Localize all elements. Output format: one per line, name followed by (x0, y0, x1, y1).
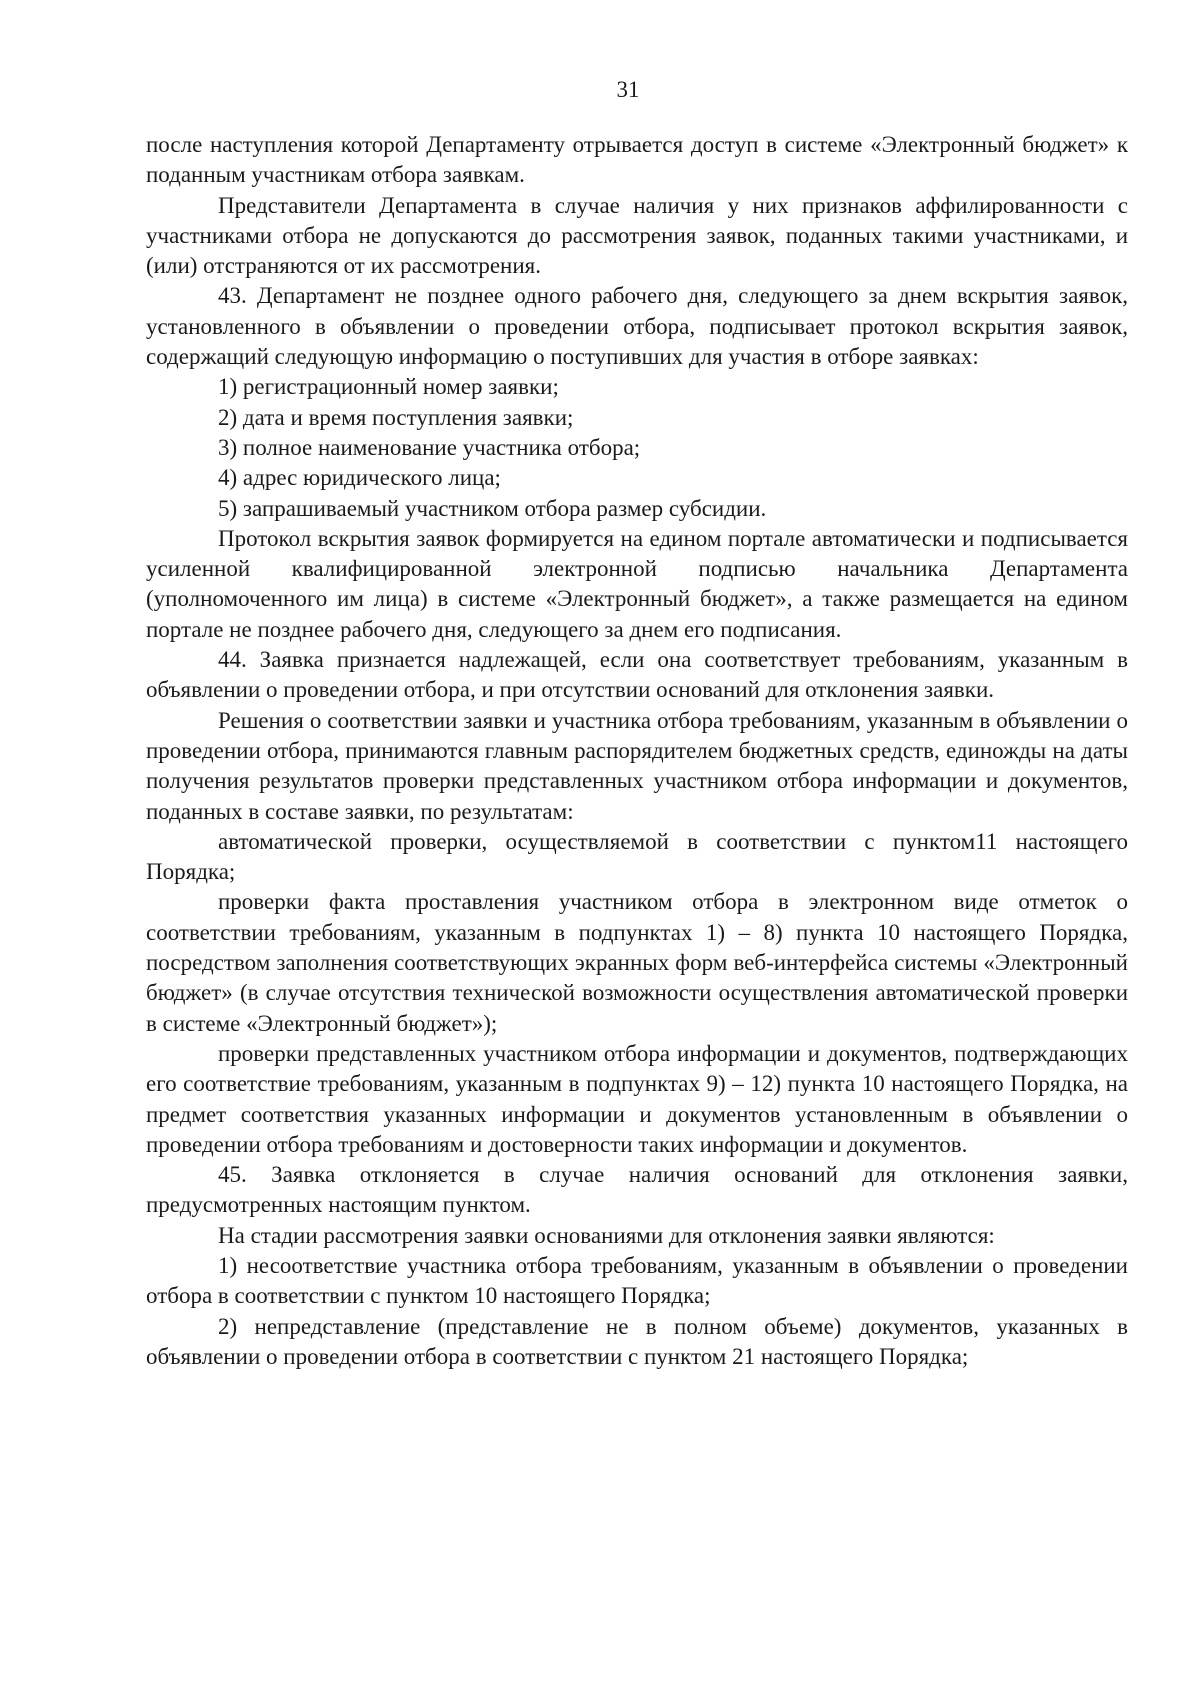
paragraph-clause-44: 44. Заявка признается надлежащей, если она соответствует требованиям, указанным в объявлении о проведении отбора, и при отсутствии оснований для отклонения заявки. (146, 647, 1128, 703)
list-item: 5) запрашиваемый участником отбора размер субсидии. (218, 495, 767, 521)
document-body (146, 130, 1128, 1372)
paragraph-rejection-grounds: На стадии рассмотрения заявки основаниями для отклонения заявки являются: (218, 1222, 995, 1248)
list-item: 1) несоответствие участника отбора требованиям, указанным в объявлении о проведении отбора в соответствии с пунктом 10 настоящего Порядка; (146, 1252, 1128, 1309)
list-item: 3) полное наименование участника отбора; (218, 434, 641, 460)
list-item: 2) непредставление (представление не в полном объеме) документов, указанных в объявлении о проведении отбора в соответствии с пунктом 21 настоящего Порядка; (146, 1313, 1128, 1369)
paragraph-automatic-check: автоматической проверки, осуществляемой в соответствии с пунктом11 настоящего Порядка; (146, 828, 1128, 885)
page-number: 31 (616, 77, 640, 102)
paragraph-documents-check: проверки представленных участником отбора информации и документов, подтверждающих его соответствие требованиям, указанным в подпунктах 9) – 12) пункта 10 настоящего Порядка, на предмет соответствия указанных информации и документов установленным в объявлении о проведении отбора требованиям и достоверности таких информации и документов. (146, 1040, 1128, 1157)
paragraph-protocol: Протокол вскрытия заявок формируется на едином портале автоматически и подписывается усиленной квалифицированной электронной подписью начальника Департамента (уполномоченного им лица) в системе «Электронный бюджет», а также размещается на едином портале не позднее рабочего дня, следующего за днем его подписания. (146, 525, 1128, 642)
list-item: 2) дата и время поступления заявки; (218, 404, 574, 430)
paragraph-clause-45: 45. Заявка отклоняется в случае наличия оснований для отклонения заявки, предусмотренных настоящим пунктом. (146, 1162, 1128, 1218)
list-item: 1) регистрационный номер заявки; (218, 374, 559, 400)
paragraph-clause-43: 43. Департамент не позднее одного рабочего дня, следующего за днем вскрытия заявок, установленного в объявлении о проведении отбора, подписывает протокол вскрытия заявок, содержащий следующую информацию о поступивших для участия в отборе заявках: (146, 283, 1128, 370)
list-item: 4) адрес юридического лица; (218, 465, 501, 491)
paragraph-affiliation: Представители Департамента в случае наличия у них признаков аффилированности с участниками отбора не допускаются до рассмотрения заявок, поданных такими участниками, и (или) отстраняются от их рассмотрения. (146, 192, 1128, 279)
paragraph-marks-check: проверки факта проставления участником отбора в электронном виде отметок о соответствии требованиям, указанным в подпунктах 1) – 8) пункта 10 настоящего Порядка, посредством заполнения соответствующих экранных форм веб-интерфейса системы «Электронный бюджет» (в случае отсутствия технической возможности осуществления автоматической проверки в системе «Электронный бюджет»); (146, 889, 1128, 1036)
paragraph-continuation: после наступления которой Департаменту отрывается доступ в системе «Электронный бюджет» к поданным участникам отбора заявкам. (146, 132, 1128, 188)
paragraph-decisions: Решения о соответствии заявки и участника отбора требованиям, указанным в объявлении о проведении отбора, принимаются главным распорядителем бюджетных средств, единожды на даты получения результатов проверки представленных участником отбора информации и документов, поданных в составе заявки, по результатам: (146, 707, 1128, 824)
